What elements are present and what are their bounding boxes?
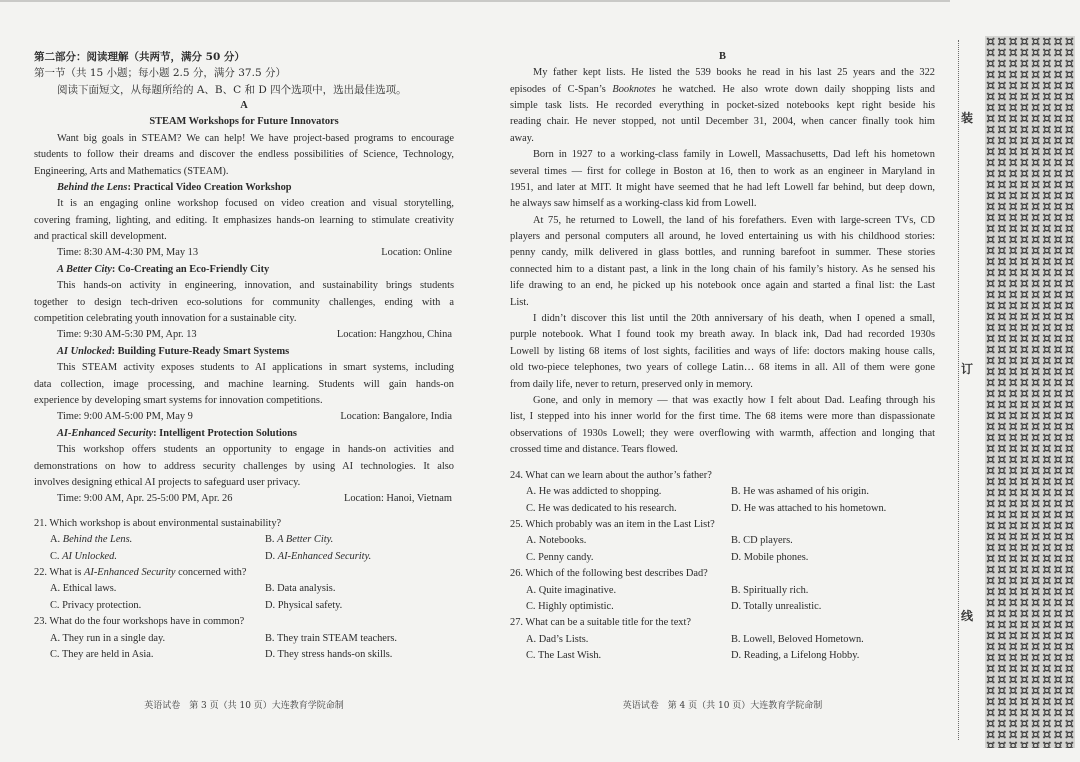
option-b: [265, 631, 397, 647]
security-pattern-strip: [985, 36, 1075, 748]
workshop-time: Time: 9:00 AM, Apr. 25-5:00 PM, Apr. 26: [57, 493, 233, 505]
option-text: A Better City.: [277, 534, 334, 546]
option-text: Quite imaginative.: [538, 584, 617, 596]
option-row: [510, 501, 935, 517]
question-stem: 23. What do the four workshops have in common?: [34, 616, 245, 628]
option-row: [510, 484, 935, 500]
option-text: Penny candy.: [538, 551, 594, 563]
option-label: D.: [265, 550, 276, 562]
option-d: [265, 549, 371, 565]
paragraph-line: Born in 1927 to a working-class family in Lowell, Massachusetts, Dad left his hometown: [533, 149, 935, 161]
paragraph-1: [510, 65, 935, 147]
option-row: [510, 632, 935, 648]
workshop-line: demonstrations on how to address security challenges by using AI technologies. It also: [34, 460, 454, 472]
question-stem: [34, 565, 454, 581]
paragraph-line: [510, 82, 935, 98]
option-row: [34, 549, 454, 565]
option-label: B.: [731, 535, 741, 547]
workshop-title: [34, 180, 454, 196]
option-label: A.: [50, 583, 61, 595]
questions-24-27: [510, 468, 935, 665]
option-text: He was dedicated to his research.: [538, 502, 677, 514]
workshop-line: This STEAM activity exposes students to AI applications in smart systems, including: [57, 362, 454, 374]
option-label: B.: [265, 534, 275, 546]
option-label: A.: [526, 486, 537, 498]
workshop-time: Time: 8:30 AM-4:30 PM, May 13: [57, 247, 199, 259]
workshop-line: data collection, image processing, and machine learning. Students will gain hands-on: [34, 378, 454, 390]
option-text: CD players.: [743, 535, 793, 547]
option-a: [50, 532, 132, 548]
workshop-time-location: [34, 409, 454, 425]
workshop-line: and practical skill development.: [34, 231, 167, 243]
workshop-line: This hands-on activity in engineering, innovation, and sustainability brings students: [57, 280, 454, 292]
page-footer-right: 英语试卷 第 4 页（共 10 页）大连教育学院命制: [622, 701, 823, 711]
paragraph-line: crossed time and distance. Tears flowed.: [510, 444, 678, 456]
option-text: Notebooks.: [538, 535, 587, 547]
workshop-line: involves designing ethical AI projects to safeguard user privacy.: [34, 476, 301, 488]
option-d: [731, 501, 886, 517]
paragraph-line: List.: [510, 296, 529, 308]
workshop-title: [34, 426, 454, 442]
workshop-title: [34, 262, 454, 278]
paragraph-line: he always saw himself as a working-class kid from Lowell.: [510, 198, 757, 210]
option-text: They stress hands-on skills.: [277, 648, 393, 660]
binding-char-zhuang: 装: [960, 111, 973, 125]
option-text: Reading, a Lifelong Hobby.: [743, 650, 860, 662]
workshop-name: Behind the Lens: [57, 181, 128, 193]
paragraph-line: reading chair. He never stopped, not until December 31, 2004, when cancer finally took him: [510, 116, 935, 128]
intro-line: students to follow their dreams and discover the endless possibilities of Science, Technology,: [34, 149, 454, 161]
option-d: [731, 648, 859, 664]
option-text: AI-Enhanced Security.: [277, 550, 372, 562]
option-label: C.: [50, 599, 60, 611]
option-text: Highly optimistic.: [538, 600, 614, 612]
option-label: A.: [50, 534, 61, 546]
workshop-ai-unlocked: [34, 344, 454, 426]
option-label: A.: [526, 584, 537, 596]
option-text: AI Unlocked.: [62, 550, 117, 562]
option-row: [34, 631, 454, 647]
option-row: [510, 533, 935, 549]
option-a: [50, 631, 165, 647]
option-row: [34, 598, 454, 614]
page-footer-left: 英语试卷 第 3 页（共 10 页）大连教育学院命制: [144, 701, 344, 711]
option-c: [526, 599, 614, 615]
workshop-line: competition celebrating youth innovation for a sustainable city.: [34, 313, 297, 325]
workshop-line: covering framing, lighting, and editing. It emphasizes hands-on learning to stimulate creativity: [34, 214, 454, 226]
option-text: They train STEAM teachers.: [276, 632, 397, 644]
paragraph-line: I didn’t discover this list until the 20th anniversary of his death, when I opened a small,: [533, 313, 935, 325]
passage-b: [510, 49, 935, 459]
paragraph-line: connected him to a distant past, a link in the long chain of his family’s history. As he sensed his: [510, 263, 935, 275]
option-b: [731, 632, 864, 648]
intro-paragraph: [34, 131, 454, 180]
question-stem: 26. Which of the following best describes Dad?: [510, 568, 708, 580]
option-label: A.: [526, 535, 537, 547]
workshop-a-better-city: [34, 262, 454, 344]
option-text: He was ashamed of his origin.: [743, 486, 869, 498]
option-text: The Last Wish.: [537, 650, 602, 662]
option-text: Mobile phones.: [743, 551, 809, 563]
passage-label-b: B: [719, 50, 726, 62]
binding-dotted-line: [958, 40, 959, 740]
paragraph-line: old two-piece telephones, two years of college Latin… 68 items in all. All of them were gone: [510, 362, 935, 374]
binding-char-xian: 线: [960, 609, 973, 623]
option-text: Data analysis.: [277, 583, 336, 595]
workshop-time-location: [34, 327, 454, 343]
stem-pre: 22. What is: [34, 566, 85, 578]
workshop-time-location: [34, 491, 454, 507]
option-text: He was attached to his hometown.: [743, 502, 887, 514]
option-row: [510, 583, 935, 599]
option-label: C.: [50, 550, 60, 562]
option-a: [526, 484, 661, 500]
subsection-heading: 第一节（共 15 小题；每小题 2.5 分，满分 37.5 分）: [34, 67, 286, 80]
option-text: They are held in Asia.: [61, 648, 154, 660]
workshop-line: together to design tech-driven eco-solutions for community challenges, ending with a: [34, 296, 454, 308]
paragraph-line: players and personal computers all around, he loved entertaining us with his childhood stories:: [510, 231, 935, 243]
option-label: D.: [731, 502, 742, 514]
line-segment: episodes of C-Span’s: [510, 83, 613, 95]
paragraph-line: list, I stepped into his inner world for the first time. The 68 items were more than dispassionate: [510, 411, 935, 423]
paragraph-line: away.: [510, 132, 534, 144]
option-row: [34, 581, 454, 597]
option-label: A.: [526, 633, 537, 645]
paragraph-line: 1951, and later at MIT. It might have seemed that he had left Lowell far behind, but deep down,: [510, 181, 935, 193]
question-stem: 27. What can be a suitable title for the text?: [510, 617, 691, 629]
option-label: B.: [731, 633, 741, 645]
option-c: [526, 501, 677, 517]
option-d: [265, 598, 342, 614]
option-c: [50, 549, 117, 565]
workshop-subtitle: : Co-Creating an Eco-Friendly City: [111, 263, 270, 275]
option-b: [731, 583, 808, 599]
paragraph-3: [510, 213, 935, 311]
option-label: C.: [526, 502, 536, 514]
option-text: Privacy protection.: [62, 599, 142, 611]
paragraph-line: penny candy, milk delivered in glass bottles, and running barefoot in summer. These stories: [510, 247, 935, 259]
workshop-time-location: [34, 245, 454, 261]
paragraph-line: observations of 1930s Lowell; they were overflowing with warmth, affection and longing that: [510, 427, 935, 439]
option-a: [526, 533, 586, 549]
workshop-location: Location: Online: [381, 247, 452, 259]
option-c: [526, 648, 601, 664]
option-d: [731, 550, 808, 566]
paragraph-line: Lowell by listing 68 items of lost sights, facilities and ways of life: doctors making house calls,: [510, 345, 935, 357]
option-label: C.: [50, 648, 60, 660]
option-c: [50, 647, 153, 663]
workshop-location: Location: Hangzhou, China: [336, 329, 452, 341]
workshop-subtitle: : Practical Video Creation Workshop: [127, 181, 292, 193]
workshop-title: [34, 344, 454, 360]
workshop-subtitle: : Building Future-Ready Smart Systems: [111, 345, 290, 357]
workshop-ai-enhanced-security: [34, 426, 454, 508]
line-segment: he watched. He also wrote down daily shopping lists and: [655, 83, 935, 95]
option-a: [526, 632, 588, 648]
option-row: [34, 647, 454, 663]
question-stem: 24. What can we learn about the author’s father?: [510, 469, 712, 481]
paragraph-line: from daily life, never to return, preserved only in memory.: [510, 378, 753, 390]
workshop-name: A Better City: [57, 263, 112, 275]
paragraph-5: [510, 393, 935, 459]
book-title: Booknotes: [612, 83, 656, 95]
option-label: D.: [731, 600, 742, 612]
option-text: Totally unrealistic.: [743, 600, 822, 612]
right-page: [510, 0, 935, 762]
option-text: Lowell, Beloved Hometown.: [743, 633, 864, 645]
option-b: [265, 581, 335, 597]
section-heading: 第二部分：阅读理解（共两节，满分 50 分）: [34, 50, 245, 63]
workshop-subtitle: : Intelligent Protection Solutions: [153, 427, 297, 439]
workshop-behind-the-lens: [34, 180, 454, 262]
option-label: A.: [50, 632, 61, 644]
workshop-line: It is an engaging online workshop focused on video creation and visual storytelling,: [57, 198, 454, 210]
option-text: Behind the Lens.: [62, 534, 133, 546]
option-c: [526, 550, 593, 566]
workshop-name: AI Unlocked: [57, 345, 112, 357]
passage-label-a: A: [240, 99, 248, 111]
option-row: [510, 599, 935, 615]
stem-post: concerned with?: [175, 566, 247, 578]
paragraph-line: purple notebook. What I found took my breath away. In black ink, Dad had recorded 1930s: [510, 329, 935, 341]
option-b: [265, 532, 333, 548]
paragraph-line: At 75, he returned to Lowell, the land of his forefathers. Even with large-screen TVs, CD: [533, 214, 935, 226]
option-label: D.: [731, 551, 742, 563]
option-row: [34, 532, 454, 548]
option-label: C.: [526, 551, 536, 563]
option-text: Physical safety.: [277, 599, 343, 611]
option-label: C.: [526, 600, 536, 612]
option-d: [731, 599, 821, 615]
option-label: C.: [526, 650, 536, 662]
option-b: [731, 533, 793, 549]
option-a: [526, 583, 616, 599]
paragraph-line: Gone, and only in memory — that was exactly how I felt about Dad. Leafing through his: [533, 395, 935, 406]
option-label: D.: [731, 650, 742, 662]
intro-line: Engineering, Arts and Mathematics (STEAM).: [34, 165, 229, 177]
passage-title: STEAM Workshops for Future Innovators: [149, 116, 339, 128]
stem-emphasis: AI-Enhanced Security: [84, 566, 176, 578]
option-c: [50, 598, 141, 614]
workshop-name: AI-Enhanced Security: [57, 427, 154, 439]
paragraph-4: [510, 311, 935, 393]
intro-line: Want big goals in STEAM? We can help! We have project-based programs to encourage: [57, 132, 454, 144]
passage-a: [34, 49, 454, 508]
paragraph-line: simple task lists. He recorded everything in pocket-sized notebooks kept right beside his: [510, 99, 935, 111]
option-label: D.: [265, 648, 276, 660]
paragraph-2: [510, 147, 935, 213]
left-page: [34, 0, 454, 762]
workshop-line: This workshop offers students an opportunity to engage in hands-on activities and: [57, 444, 454, 456]
workshop-time: Time: 9:00 AM-5:00 PM, May 9: [57, 411, 193, 423]
option-text: Dad’s Lists.: [538, 633, 589, 645]
option-row: [510, 648, 935, 664]
option-text: They run in a single day.: [62, 632, 166, 644]
workshop-location: Location: Bangalore, India: [340, 411, 452, 423]
binding-char-ding: 订: [960, 362, 973, 376]
instructions: 阅读下面短文，从每题所给的 A、B、C 和 D 四个选项中，选出最佳选项。: [57, 83, 407, 96]
paragraph-line: My father kept lists. He listed the 539 books he read in his last 25 years and the 322: [533, 67, 935, 79]
option-a: [50, 581, 116, 597]
option-b: [731, 484, 869, 500]
paragraph-line: several times — first for college in Boston at 16, then to work as an engineer in Maryland in: [510, 165, 935, 177]
paragraph-line: life drawing to an end, he picked up his notebook once again and started a final list: the Last: [510, 280, 935, 292]
option-d: [265, 647, 392, 663]
question-stem: 25. Which probably was an item in the Last List?: [510, 518, 715, 530]
option-label: B.: [265, 632, 275, 644]
option-label: B.: [265, 583, 275, 595]
workshop-line: experience by developing smart systems for innovation competitions.: [34, 395, 323, 406]
option-label: D.: [265, 599, 276, 611]
option-text: Spiritually rich.: [743, 584, 809, 596]
option-label: B.: [731, 486, 741, 498]
option-text: He was addicted to shopping.: [538, 486, 662, 498]
questions-21-23: [34, 516, 454, 664]
workshop-time: Time: 9:30 AM-5:30 PM, Apr. 13: [57, 329, 197, 341]
option-row: [510, 550, 935, 566]
question-stem: 21. Which workshop is about environmental sustainability?: [34, 517, 282, 529]
option-text: Ethical laws.: [62, 583, 117, 595]
workshop-location: Location: Hanoi, Vietnam: [344, 493, 452, 505]
option-label: B.: [731, 584, 741, 596]
